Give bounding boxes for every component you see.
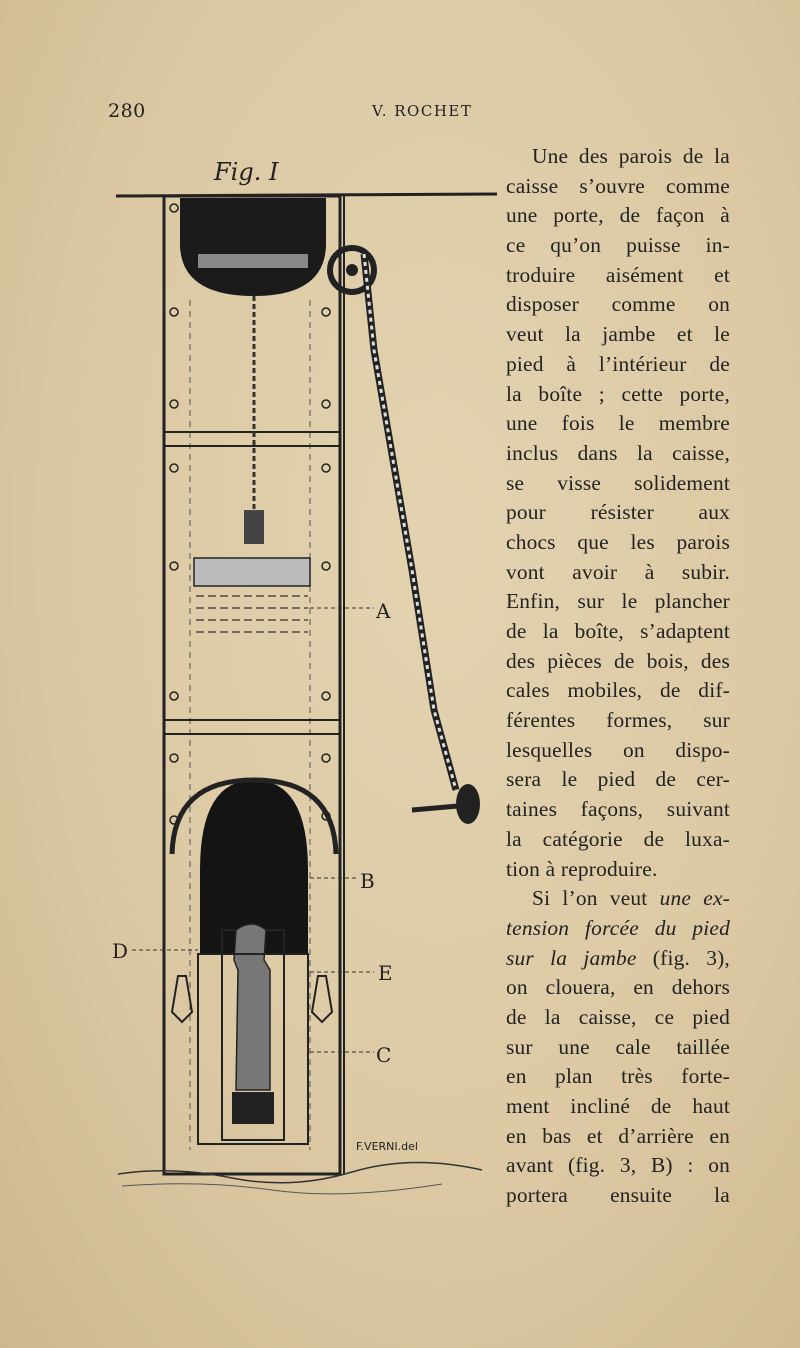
rope-twist	[364, 254, 456, 790]
pulley-bar	[198, 254, 308, 268]
text-line: en plan très forte-	[506, 1064, 730, 1089]
page-number: 280	[108, 100, 146, 122]
text-line: ce qu’on puisse in-	[506, 233, 730, 258]
left-clamp	[172, 976, 192, 1022]
text-line: troduire aisément et	[506, 262, 730, 287]
text-line: avant (fig. 3, B) : on	[506, 1153, 730, 1178]
text-line: une porte, de façon à	[506, 203, 730, 228]
text-line: on clouera, en dehors	[506, 975, 730, 1000]
text-line: de la caisse, ce pied	[506, 1004, 730, 1029]
text-line: pour résister aux	[506, 500, 730, 525]
label-a: A	[376, 599, 391, 623]
text-line: portera ensuite la	[506, 1183, 730, 1208]
right-clamp	[312, 976, 332, 1022]
label-e: E	[378, 961, 393, 985]
text-fragment: Si l’on veut	[532, 886, 660, 911]
text-line: vont avoir à subir.	[506, 559, 730, 584]
text-line: une fois le membre	[506, 411, 730, 436]
rope-handle	[456, 784, 480, 824]
text-line-mixed	[506, 884, 730, 914]
text-line: Enfin, sur le plancher	[506, 589, 730, 614]
page-header	[108, 100, 528, 130]
text-line: Une des parois de la	[532, 144, 730, 168]
text-emphasis: tension forcée du pied	[506, 915, 730, 940]
text-line: taines façons, suivant	[506, 797, 730, 822]
running-head: V. ROCHET	[372, 102, 473, 120]
illustrator-signature: F.VERNI.del	[356, 1140, 418, 1153]
figure-illustration	[112, 150, 502, 1210]
handle-bar	[412, 806, 458, 810]
falling-weight	[194, 558, 310, 586]
apparatus-drawing	[112, 150, 502, 1210]
text-emphasis: sur la jambe	[506, 945, 637, 970]
weight-hook	[244, 510, 264, 544]
text-line: la boîte ; cette porte,	[506, 381, 730, 406]
text-line: inclus dans la caisse,	[506, 440, 730, 465]
text-line: de la boîte, s’adaptent	[506, 619, 730, 643]
text-line: la catégorie de luxa-	[506, 826, 730, 851]
ground-shadow	[122, 1184, 442, 1194]
text-line: ment incliné de haut	[506, 1094, 730, 1118]
text-line: sera le pied de cer-	[506, 767, 730, 792]
foot-block	[232, 1092, 274, 1124]
pulley-housing	[180, 198, 326, 296]
text-line: caisse s’ouvre comme	[506, 173, 730, 198]
text-line: férentes formes, sur	[506, 708, 730, 733]
text-fragment: (fig. 3),	[636, 945, 730, 970]
pulley-axle	[346, 264, 358, 276]
text-line-emphasis	[506, 914, 730, 944]
text-line: en bas et d’arrière en	[506, 1123, 730, 1148]
leg-specimen	[234, 924, 270, 1090]
body-text	[506, 142, 730, 1211]
text-emphasis: une ex-	[659, 886, 730, 911]
text-line: tion à reproduire.	[506, 856, 658, 881]
rope	[364, 254, 456, 790]
label-c: C	[376, 1043, 392, 1067]
text-line: cales mobiles, de dif-	[506, 678, 730, 703]
text-line: lesquelles on dispo-	[506, 737, 730, 762]
text-line: des pièces de bois, des	[506, 648, 730, 673]
figure-caption: Fig. I	[214, 158, 279, 186]
text-line: se visse solidement	[506, 470, 730, 495]
text-line-mixed	[506, 944, 730, 974]
text-line: pied à l’intérieur de	[506, 351, 730, 376]
label-b: B	[360, 869, 375, 893]
text-line: disposer comme on	[506, 292, 730, 317]
text-line: sur une cale taillée	[506, 1034, 730, 1059]
label-d: D	[112, 939, 129, 963]
text-line: chocs que les parois	[506, 529, 730, 554]
text-line: veut la jambe et le	[506, 322, 730, 347]
plate-hatching	[196, 596, 308, 632]
